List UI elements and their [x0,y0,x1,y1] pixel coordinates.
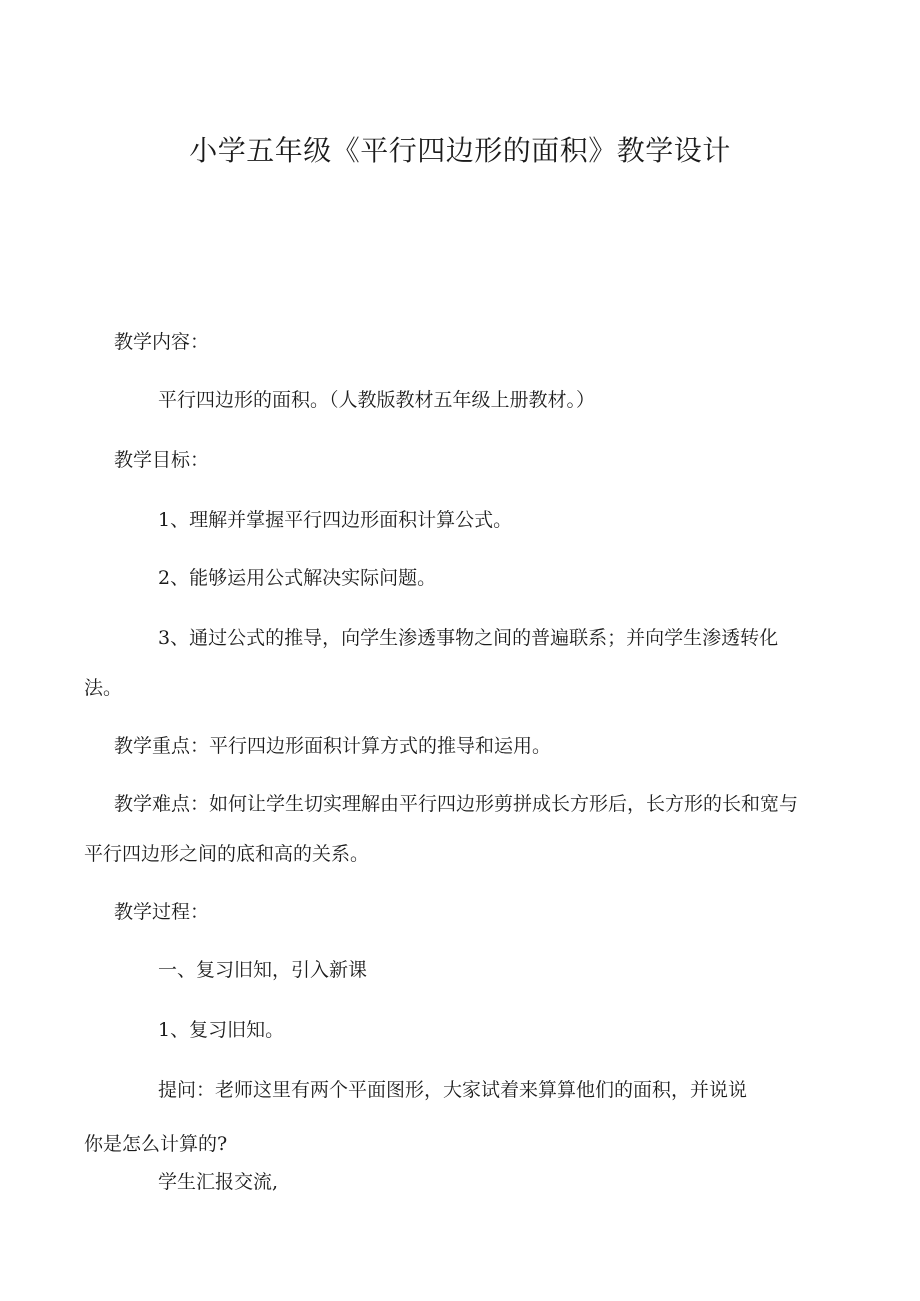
question-line-2: 你是怎么计算的? [84,1133,228,1155]
teaching-content-heading: 教学内容： [114,331,210,353]
teaching-content-text: 平行四边形的面积。（人教版教材五年级上册教材。） [158,389,596,411]
difficulty-line-2: 平行四边形之间的底和高的关系。 [84,843,370,865]
difficulty-line-1: 教学难点：如何让学生切实理解由平行四边形剪拼成长方形后，长方形的长和宽与 [114,793,799,815]
objective-item-3-continuation: 法。 [84,677,123,699]
objective-item-3: 3、通过公式的推导，向学生渗透事物之间的普遍联系；并向学生渗透转化 [158,627,779,649]
key-point: 教学重点：平行四边形面积计算方式的推导和运用。 [114,735,552,757]
objective-item-1: 1、理解并掌握平行四边形面积计算公式。 [158,509,513,531]
document-title: 小学五年级《平行四边形的面积》教学设计 [189,134,731,167]
question-line-1: 提问：老师这里有两个平面图形，大家试着来算算他们的面积，并说说 [158,1079,748,1101]
teaching-objectives-heading: 教学目标： [114,449,210,471]
process-section-1: 一、复习旧知，引入新课 [158,959,368,981]
objective-item-2: 2、能够运用公式解决实际问题。 [158,567,437,589]
teaching-process-heading: 教学过程： [114,901,210,923]
student-report: 学生汇报交流, [158,1171,279,1193]
process-step-1: 1、复习旧知。 [158,1019,285,1041]
